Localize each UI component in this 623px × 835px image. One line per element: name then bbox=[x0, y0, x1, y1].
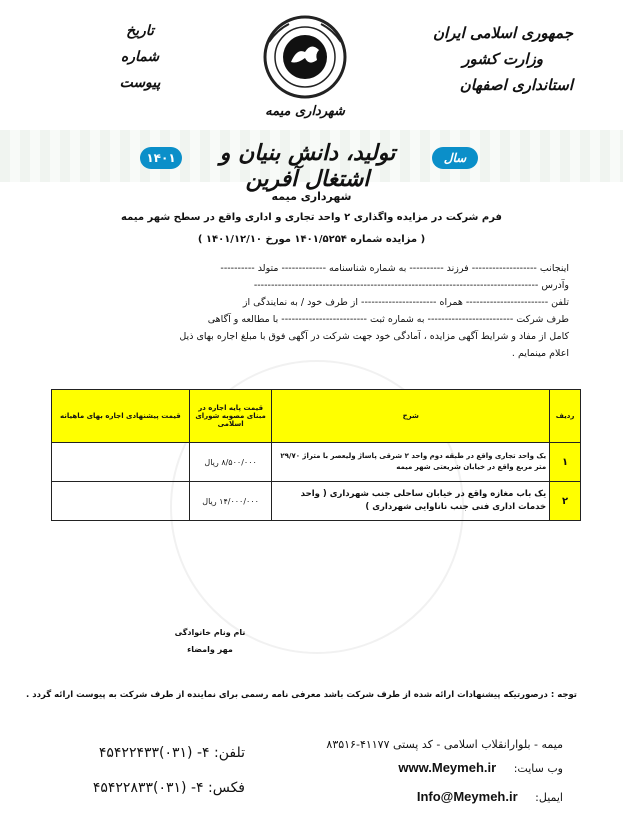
form-line-6: اعلام مینمایم . bbox=[511, 348, 569, 359]
row-base-price: ۱۴/۰۰۰/۰۰۰ ریال bbox=[189, 482, 272, 521]
email-link[interactable]: Info@Meymeh.ir bbox=[416, 789, 518, 804]
website-label: وب سایت: bbox=[513, 762, 563, 775]
org-title: شهرداری میمه bbox=[271, 190, 352, 203]
form-line-2: وآدرس ----------------------------------------------------------------------------------- bbox=[253, 280, 569, 291]
header-description: شرح bbox=[272, 390, 550, 443]
emblem-caption: شهرداری میمه bbox=[265, 104, 345, 119]
attachment-label: پیوست bbox=[119, 75, 161, 91]
letterhead-left bbox=[105, 18, 175, 96]
row-offer-price-input[interactable] bbox=[52, 482, 190, 521]
form-line-4: طرف شرکت ------------------------- به شماره ثبت ------------------------- با مطالعه و آگاهی bbox=[207, 314, 569, 325]
header-row-number: ردیف bbox=[550, 390, 581, 443]
emblem-icon bbox=[255, 12, 355, 102]
row-base-price: ۸/۵۰۰/۰۰۰ ریال bbox=[189, 443, 272, 482]
header-base-price: قیمت پایه اجاره در مبنای مصوبه شورای اسلامی bbox=[189, 390, 272, 443]
signer-name-label: نام ونام خانوادگی bbox=[174, 628, 246, 637]
footer-website-row bbox=[283, 760, 563, 775]
fax-number: (۰۳۱)۴۵۴۲۲۸۳۳ bbox=[92, 780, 187, 796]
form-title: فرم شرکت در مزایده واگذاری ۲ واحد تجاری و اداری واقع در سطح شهر میمه bbox=[121, 212, 502, 223]
row-number: ۲ bbox=[550, 482, 581, 521]
row-number: ۱ bbox=[550, 443, 581, 482]
form-line-3: تلفن ------------------------ همراه ---------------------- از طرف خود / به نمایندگی از bbox=[242, 297, 569, 308]
year-badge: ۱۴۰۱ bbox=[140, 147, 182, 169]
year-label-badge: سال bbox=[432, 147, 478, 169]
auction-table bbox=[51, 389, 581, 521]
row-description: یک باب مغازه واقع در خیابان ساحلی جنب شهرداری ( واحد خدمات اداری فنی جنب ناناوایی شهرداری ) bbox=[272, 482, 550, 521]
footer-fax-row bbox=[75, 780, 245, 796]
row-description: یک واحد تجاری واقع در طبقه دوم واحد ۲ شرقی پاساژ ولیعصر با متراژ ۲۹/۷۰ متر مربع واقع در خیابان شریعتی شهر میمه bbox=[272, 443, 550, 482]
number-label: شماره bbox=[120, 49, 160, 65]
seal-signature-label: مهر وامضاء bbox=[187, 645, 233, 654]
form-body bbox=[49, 260, 569, 362]
slogan: تولید، دانش بنیان و اشتغال آفرین bbox=[219, 140, 396, 192]
header-offer-price: قیمت پیشنهادی اجاره بهای ماهیانه bbox=[52, 390, 190, 443]
letterhead-right bbox=[433, 20, 573, 98]
row-offer-price-input[interactable] bbox=[52, 443, 190, 482]
email-label: ایمیل: bbox=[535, 791, 563, 804]
letterhead-line-3: استانداری اصفهان bbox=[459, 76, 573, 94]
table-row bbox=[52, 443, 581, 482]
phone-label: تلفن: ۴- bbox=[196, 745, 245, 761]
footer-phone-row bbox=[75, 745, 245, 761]
footer-email-row bbox=[283, 789, 563, 804]
form-line-1: اینجانب ------------------- فرزند ---------- به شماره شناسنامه ------------- متولد ---------- bbox=[220, 263, 569, 274]
website-link[interactable]: www.Meymeh.ir bbox=[398, 760, 497, 775]
phone-number: (۰۳۱)۴۵۴۲۲۴۳۳ bbox=[98, 745, 193, 761]
table-header-row bbox=[52, 390, 581, 443]
fax-label: فکس: ۴- bbox=[190, 780, 245, 796]
table-row bbox=[52, 482, 581, 521]
date-label: تاریخ bbox=[126, 23, 154, 39]
form-line-5: کامل از مفاد و شرایط آگهی مزایده ، آمادگی خود جهت شرکت در آگهی فوق با مبلغ اجاره بهای ذیل bbox=[179, 331, 569, 342]
letterhead-line-2: وزارت کشور bbox=[462, 50, 543, 68]
auction-reference: ( مزایده شماره ۱۴۰۱/۵۲۵۴ مورخ ۱۴۰۱/۱۲/۱۰ ) bbox=[197, 234, 426, 245]
municipality-emblem bbox=[255, 12, 355, 124]
letterhead-line-1: جمهوری اسلامی ایران bbox=[432, 24, 573, 42]
attention-note: توجه : درصورتیکه پیشنهادات ارائه شده از طرف شرکت باشد معرفی نامه رسمی برای نماینده از طرف شرکت به پیوست ارائه گردد . bbox=[26, 690, 577, 700]
footer-address: میمه - بلوارانقلاب اسلامی - کد پستی ۴۱۱۷۷-۸۳۵۱۶ bbox=[326, 738, 563, 751]
